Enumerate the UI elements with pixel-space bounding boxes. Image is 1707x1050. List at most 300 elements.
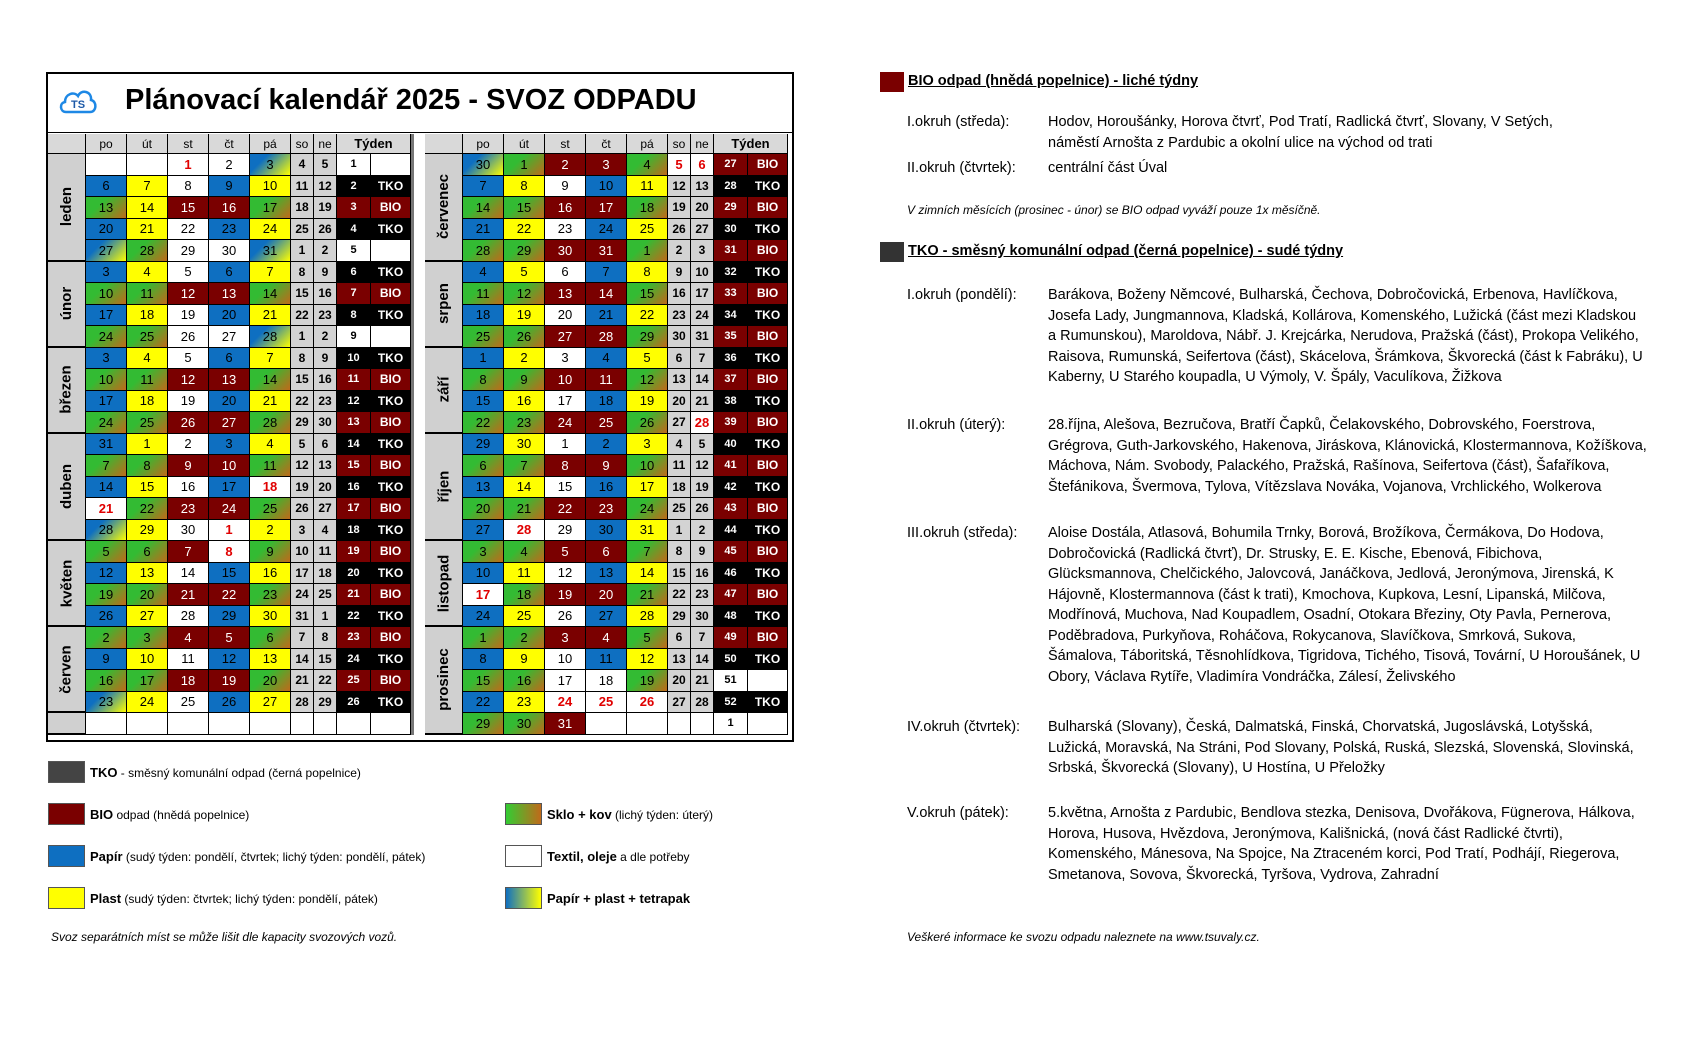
week-waste-type: TKO xyxy=(748,219,788,241)
day-cell: 24 xyxy=(209,498,250,520)
week-number: 18 xyxy=(337,520,371,542)
day-cell: 16 xyxy=(691,563,714,585)
day-cell: 5 xyxy=(504,262,545,284)
day-cell: 20 xyxy=(250,670,291,692)
month-label xyxy=(425,154,463,262)
day-cell: 25 xyxy=(168,692,209,714)
day-cell: 6 xyxy=(463,455,504,477)
day-cell: 5 xyxy=(209,627,250,649)
day-cell: 16 xyxy=(168,477,209,499)
day-cell: 27 xyxy=(250,692,291,714)
day-cell: 31 xyxy=(627,520,668,542)
day-cell: 21 xyxy=(250,391,291,413)
week-waste-type: TKO xyxy=(371,176,411,198)
day-cell: 3 xyxy=(627,434,668,456)
day-cell: 29 xyxy=(314,692,337,714)
day-cell: 18 xyxy=(291,197,314,219)
day-cell: 11 xyxy=(250,455,291,477)
day-cell: 10 xyxy=(586,176,627,198)
week-number: 31 xyxy=(714,240,748,262)
day-cell: 8 xyxy=(504,176,545,198)
day-cell: 13 xyxy=(86,197,127,219)
day-cell: 18 xyxy=(586,391,627,413)
week-waste-type xyxy=(371,240,411,262)
day-cell: 22 xyxy=(209,584,250,606)
bio-color-swatch xyxy=(880,72,904,92)
day-cell: 9 xyxy=(314,348,337,370)
day-cell: 29 xyxy=(545,520,586,542)
week-waste-type: TKO xyxy=(748,606,788,628)
day-cell: 12 xyxy=(86,563,127,585)
week-number: 5 xyxy=(337,240,371,262)
day-cell: 4 xyxy=(668,434,691,456)
day-cell: 30 xyxy=(314,412,337,434)
day-cell: 1 xyxy=(314,606,337,628)
day-cell: 25 xyxy=(586,692,627,714)
day-cell: 17 xyxy=(291,563,314,585)
day-cell: 23 xyxy=(504,692,545,714)
day-cell: 7 xyxy=(586,262,627,284)
day-cell: 28 xyxy=(586,326,627,348)
legend-label-sklo xyxy=(547,807,713,822)
day-cell: 7 xyxy=(127,176,168,198)
day-cell: 12 xyxy=(627,369,668,391)
day-cell: 7 xyxy=(504,455,545,477)
month-label xyxy=(425,348,463,434)
week-waste-type: TKO xyxy=(748,305,788,327)
day-cell: 30 xyxy=(504,713,545,735)
day-cell: 19 xyxy=(668,197,691,219)
day-cell: 8 xyxy=(463,369,504,391)
day-cell: 11 xyxy=(586,649,627,671)
day-cell: 18 xyxy=(314,563,337,585)
day-cell: 15 xyxy=(668,563,691,585)
day-cell: 4 xyxy=(314,520,337,542)
day-cell: 23 xyxy=(168,498,209,520)
day-cell: 28 xyxy=(504,520,545,542)
day-cell: 21 xyxy=(504,498,545,520)
day-cell: 26 xyxy=(691,498,714,520)
day-cell: 28 xyxy=(250,326,291,348)
column-separator xyxy=(411,134,414,735)
week-number: 47 xyxy=(714,584,748,606)
day-cell: 21 xyxy=(168,584,209,606)
week-waste-type: TKO xyxy=(748,520,788,542)
day-cell xyxy=(86,713,127,735)
week-waste-type: TKO xyxy=(371,649,411,671)
day-header-ne: ne xyxy=(691,134,714,154)
day-cell: 29 xyxy=(291,412,314,434)
day-cell: 20 xyxy=(668,670,691,692)
day-cell: 19 xyxy=(504,305,545,327)
day-cell: 26 xyxy=(209,692,250,714)
day-header-so: so xyxy=(291,134,314,154)
month-name: březen xyxy=(58,365,76,414)
day-cell: 22 xyxy=(127,498,168,520)
day-cell: 11 xyxy=(504,563,545,585)
day-cell: 2 xyxy=(250,520,291,542)
day-cell: 15 xyxy=(463,670,504,692)
day-cell: 28 xyxy=(291,692,314,714)
week-waste-type: TKO xyxy=(371,262,411,284)
day-header-po: po xyxy=(463,134,504,154)
week-waste-type xyxy=(371,154,411,176)
day-cell: 11 xyxy=(586,369,627,391)
day-cell: 9 xyxy=(250,541,291,563)
day-cell: 16 xyxy=(250,563,291,585)
day-cell: 2 xyxy=(168,434,209,456)
day-cell: 10 xyxy=(627,455,668,477)
day-cell: 3 xyxy=(209,434,250,456)
week-number: 8 xyxy=(337,305,371,327)
day-cell: 5 xyxy=(627,627,668,649)
day-cell: 20 xyxy=(545,305,586,327)
month-label xyxy=(48,154,86,262)
month-label xyxy=(425,541,463,627)
day-cell: 13 xyxy=(463,477,504,499)
day-cell: 23 xyxy=(314,305,337,327)
day-cell: 25 xyxy=(314,584,337,606)
day-cell: 3 xyxy=(463,541,504,563)
day-cell: 11 xyxy=(668,455,691,477)
week-waste-type: BIO xyxy=(748,498,788,520)
day-cell: 6 xyxy=(668,348,691,370)
week-number xyxy=(337,713,371,735)
week-number: 38 xyxy=(714,391,748,413)
tko-color-swatch xyxy=(880,242,904,262)
week-number: 40 xyxy=(714,434,748,456)
week-waste-type xyxy=(371,713,411,735)
day-cell: 23 xyxy=(691,584,714,606)
week-number: 25 xyxy=(337,670,371,692)
day-cell: 22 xyxy=(291,305,314,327)
day-cell: 12 xyxy=(168,369,209,391)
week-number: 1 xyxy=(714,713,748,735)
day-cell: 15 xyxy=(168,197,209,219)
week-number: 20 xyxy=(337,563,371,585)
legend-swatch-textil xyxy=(505,845,542,867)
day-cell: 13 xyxy=(209,369,250,391)
day-header-st: st xyxy=(545,134,586,154)
day-cell: 7 xyxy=(627,541,668,563)
day-cell: 7 xyxy=(86,455,127,477)
day-cell: 26 xyxy=(168,412,209,434)
legend-bold: Plast xyxy=(90,891,122,906)
day-cell: 11 xyxy=(627,176,668,198)
week-number: 24 xyxy=(337,649,371,671)
day-cell: 15 xyxy=(463,391,504,413)
day-cell: 30 xyxy=(545,240,586,262)
day-cell: 14 xyxy=(504,477,545,499)
month-label xyxy=(48,262,86,348)
day-cell: 25 xyxy=(127,326,168,348)
day-cell: 12 xyxy=(668,176,691,198)
week-number: 50 xyxy=(714,649,748,671)
day-cell: 22 xyxy=(463,412,504,434)
week-number: 33 xyxy=(714,283,748,305)
day-cell: 19 xyxy=(86,584,127,606)
tko-route-4-streets: Bulharská (Slovany), Česká, Dalmatská, Finská, Chorvatská, Jugoslávská, Lotyšská, Lužická, Moravská, Na Stráni, Pod Slovany, Polská, Ruská, Slezská, Slovenská, Slovinská, Srbská, Škvorecká (Slovany), U Hostína, U Přeložky xyxy=(1048,719,1634,776)
week-waste-type: TKO xyxy=(371,563,411,585)
day-cell: 12 xyxy=(314,176,337,198)
day-cell: 10 xyxy=(691,262,714,284)
week-number: 23 xyxy=(337,627,371,649)
day-cell: 6 xyxy=(586,541,627,563)
day-cell: 2 xyxy=(504,348,545,370)
day-cell xyxy=(209,713,250,735)
day-cell: 31 xyxy=(586,240,627,262)
day-cell: 5 xyxy=(168,348,209,370)
month-label xyxy=(48,434,86,542)
day-cell: 20 xyxy=(127,584,168,606)
day-cell: 10 xyxy=(463,563,504,585)
day-cell: 13 xyxy=(691,176,714,198)
ts-logo-icon xyxy=(58,84,98,120)
day-cell: 16 xyxy=(504,670,545,692)
week-waste-type: TKO xyxy=(748,477,788,499)
day-header-po: po xyxy=(86,134,127,154)
day-cell: 12 xyxy=(545,563,586,585)
legend-label-papir xyxy=(90,849,425,864)
day-cell: 18 xyxy=(168,670,209,692)
day-cell: 8 xyxy=(463,649,504,671)
day-cell: 21 xyxy=(691,391,714,413)
day-cell xyxy=(291,713,314,735)
day-cell: 24 xyxy=(250,219,291,241)
day-cell: 29 xyxy=(209,606,250,628)
day-cell: 30 xyxy=(586,520,627,542)
day-cell: 30 xyxy=(504,434,545,456)
month-name: červen xyxy=(58,644,75,694)
day-cell: 14 xyxy=(86,477,127,499)
day-cell: 14 xyxy=(127,197,168,219)
week-number: 46 xyxy=(714,563,748,585)
day-cell: 7 xyxy=(463,176,504,198)
day-cell: 3 xyxy=(586,154,627,176)
day-cell: 20 xyxy=(586,584,627,606)
day-header-ne: ne xyxy=(314,134,337,154)
month-name: červenec xyxy=(435,174,452,240)
week-number: 29 xyxy=(714,197,748,219)
week-waste-type: BIO xyxy=(371,283,411,305)
day-cell: 13 xyxy=(545,283,586,305)
week-waste-type: BIO xyxy=(371,541,411,563)
note-separate-collection: Svoz separátních míst se může lišit dle kapacity svozových vozů. xyxy=(51,930,398,944)
week-number: 13 xyxy=(337,412,371,434)
week-waste-type: BIO xyxy=(748,455,788,477)
legend-label-tko xyxy=(90,765,361,780)
day-cell: 29 xyxy=(668,606,691,628)
day-cell: 16 xyxy=(314,369,337,391)
column-separator xyxy=(788,134,791,735)
day-cell: 26 xyxy=(668,219,691,241)
week-waste-type: TKO xyxy=(371,692,411,714)
day-cell: 13 xyxy=(668,649,691,671)
day-cell: 9 xyxy=(168,455,209,477)
day-cell: 8 xyxy=(291,348,314,370)
day-cell: 13 xyxy=(314,455,337,477)
day-cell: 16 xyxy=(586,477,627,499)
week-waste-type: BIO xyxy=(748,541,788,563)
day-cell: 12 xyxy=(209,649,250,671)
day-header-čt: čt xyxy=(586,134,627,154)
day-cell: 12 xyxy=(627,649,668,671)
week-number: 44 xyxy=(714,520,748,542)
day-cell: 4 xyxy=(127,262,168,284)
tko-route-3-streets: Aloise Dostála, Atlasová, Bohumila Trnky, Borová, Brožíkova, Čermákova, Do Hodova, Dobročovická (Radlická čtvrť), Dr. Strusky, E. E. Kische, Ebenová, Fibichova, Glücksmannova, Chelčického, Jalovcová, Janáčkova, Jedlová, Jeronýmova, Jirenská, K Hájovně, Klostermannova (část k trati), Kmochova, Kupkova, Lesní, Lipanská, Milčova, Modřínová, Muchova, Nad Koupadlem, Osadní, Otokara Březiny, Oty Pavla, Pernerova, Poděbradova, Purkyňova, Roháčova, Rokycanova, Slavíčkova, Smrková, Sukova, Šámalova, Táboritská, Těsnohlídkova, Tigridova, Tichého, Tisová, Tovární, U Horoušánek, U Obory, Václava Rytíře, Vladimíra Vondráčka, Zálesí, Želivského xyxy=(1048,525,1641,685)
week-waste-type: BIO xyxy=(748,197,788,219)
month-label xyxy=(425,262,463,348)
day-cell: 16 xyxy=(209,197,250,219)
bio-route-1-label: I.okruh (středa): xyxy=(907,114,1010,130)
day-cell: 21 xyxy=(463,219,504,241)
week-number: 3 xyxy=(337,197,371,219)
day-cell: 18 xyxy=(463,305,504,327)
calendar-title: Plánovací kalendář 2025 - SVOZ ODPADU xyxy=(125,84,697,116)
legend-bold: Sklo + kov xyxy=(547,807,612,822)
calendar-2025 xyxy=(46,72,794,742)
day-cell: 17 xyxy=(545,670,586,692)
day-cell: 17 xyxy=(250,197,291,219)
day-cell: 26 xyxy=(314,219,337,241)
day-cell: 22 xyxy=(463,692,504,714)
week-number: 28 xyxy=(714,176,748,198)
month-label xyxy=(425,434,463,542)
week-waste-type: TKO xyxy=(748,563,788,585)
month-name: prosinec xyxy=(435,648,452,712)
day-cell: 3 xyxy=(127,627,168,649)
week-waste-type: BIO xyxy=(371,498,411,520)
day-cell: 7 xyxy=(250,348,291,370)
day-cell: 21 xyxy=(86,498,127,520)
day-cell: 30 xyxy=(209,240,250,262)
day-cell: 9 xyxy=(668,262,691,284)
day-cell: 7 xyxy=(168,541,209,563)
week-waste-type: BIO xyxy=(371,627,411,649)
day-cell: 22 xyxy=(668,584,691,606)
tko-route-5-streets: 5.května, Arnošta z Pardubic, Bendlova stezka, Denisova, Dvořákova, Fügnerova, Hálkova, Horova, Husova, Hvězdova, Jeronýmova, Kališnická, (nová část Radlické čtvrti), Komenského, Mánesova, Na Spojce, Na Ztraceném korci, Pod Tratí, Podhájí, Riegerova, Smetanova, Sovova, Škvorecká, Tyršova, Vydrova, Zahradní xyxy=(1048,805,1635,883)
day-cell: 21 xyxy=(586,305,627,327)
day-cell: 29 xyxy=(127,520,168,542)
day-cell: 19 xyxy=(691,477,714,499)
day-cell: 1 xyxy=(668,520,691,542)
day-cell: 28 xyxy=(627,606,668,628)
day-cell: 24 xyxy=(127,692,168,714)
day-cell: 17 xyxy=(691,283,714,305)
legend-text: (lichý týden: úterý) xyxy=(611,808,714,822)
day-cell: 19 xyxy=(627,670,668,692)
legend-text: (sudý týden: čtvrtek; lichý týden: pondělí, pátek) xyxy=(121,892,378,906)
day-cell: 19 xyxy=(627,391,668,413)
day-cell: 14 xyxy=(463,197,504,219)
day-cell: 6 xyxy=(209,262,250,284)
day-cell: 10 xyxy=(86,369,127,391)
day-cell: 10 xyxy=(250,176,291,198)
day-cell: 28 xyxy=(127,240,168,262)
legend-bold: Papír + plast + tetrapak xyxy=(547,891,691,906)
day-cell: 21 xyxy=(691,670,714,692)
svg-text:TS: TS xyxy=(70,99,86,111)
week-number: 10 xyxy=(337,348,371,370)
day-cell: 5 xyxy=(168,262,209,284)
week-number: 49 xyxy=(714,627,748,649)
day-cell: 6 xyxy=(86,176,127,198)
week-waste-type: BIO xyxy=(371,584,411,606)
day-cell: 7 xyxy=(691,627,714,649)
day-cell: 25 xyxy=(586,412,627,434)
bio-route-2-label: II.okruh (čtvrtek): xyxy=(907,160,1016,176)
week-number: 32 xyxy=(714,262,748,284)
day-cell: 14 xyxy=(586,283,627,305)
day-cell: 27 xyxy=(586,606,627,628)
week-waste-type: TKO xyxy=(748,176,788,198)
day-cell: 14 xyxy=(250,283,291,305)
week-number: 42 xyxy=(714,477,748,499)
day-cell: 26 xyxy=(627,412,668,434)
month-label xyxy=(48,541,86,627)
legend-text: - směsný komunální odpad (černá popelnice) xyxy=(117,766,361,780)
day-cell: 4 xyxy=(250,434,291,456)
week-waste-type: TKO xyxy=(371,434,411,456)
week-waste-type: BIO xyxy=(748,283,788,305)
day-cell: 10 xyxy=(545,369,586,391)
day-cell: 9 xyxy=(314,262,337,284)
week-waste-type: BIO xyxy=(748,240,788,262)
week-waste-type: BIO xyxy=(748,412,788,434)
day-cell: 23 xyxy=(314,391,337,413)
day-cell: 10 xyxy=(86,283,127,305)
legend-swatch-papir xyxy=(48,845,85,867)
legend-swatch-plast xyxy=(48,887,85,909)
day-cell: 11 xyxy=(314,541,337,563)
day-cell: 25 xyxy=(463,326,504,348)
day-cell: 20 xyxy=(209,305,250,327)
day-cell: 20 xyxy=(314,477,337,499)
day-cell: 29 xyxy=(463,434,504,456)
day-cell xyxy=(627,713,668,735)
day-cell: 14 xyxy=(627,563,668,585)
day-cell: 23 xyxy=(545,219,586,241)
month-label xyxy=(48,348,86,434)
day-cell: 1 xyxy=(627,240,668,262)
day-cell: 3 xyxy=(691,240,714,262)
day-cell: 11 xyxy=(463,283,504,305)
day-cell: 15 xyxy=(209,563,250,585)
week-waste-type xyxy=(371,326,411,348)
month-name: duben xyxy=(58,463,75,509)
day-cell: 1 xyxy=(504,154,545,176)
week-waste-type: TKO xyxy=(748,391,788,413)
day-cell: 10 xyxy=(545,649,586,671)
day-header-út: út xyxy=(127,134,168,154)
day-cell: 4 xyxy=(127,348,168,370)
day-cell: 22 xyxy=(545,498,586,520)
legend-bold: BIO xyxy=(90,807,114,822)
day-cell: 6 xyxy=(314,434,337,456)
day-cell: 23 xyxy=(250,584,291,606)
week-waste-type xyxy=(748,670,788,692)
week-waste-type: BIO xyxy=(371,455,411,477)
week-number: 51 xyxy=(714,670,748,692)
day-cell: 12 xyxy=(504,283,545,305)
day-cell: 1 xyxy=(209,520,250,542)
day-cell: 18 xyxy=(586,670,627,692)
legend-label-plast xyxy=(90,891,378,906)
day-cell: 20 xyxy=(209,391,250,413)
week-number: 52 xyxy=(714,692,748,714)
tko-route-4-label: IV.okruh (čtvrtek): xyxy=(907,719,1021,735)
week-waste-type: TKO xyxy=(748,649,788,671)
